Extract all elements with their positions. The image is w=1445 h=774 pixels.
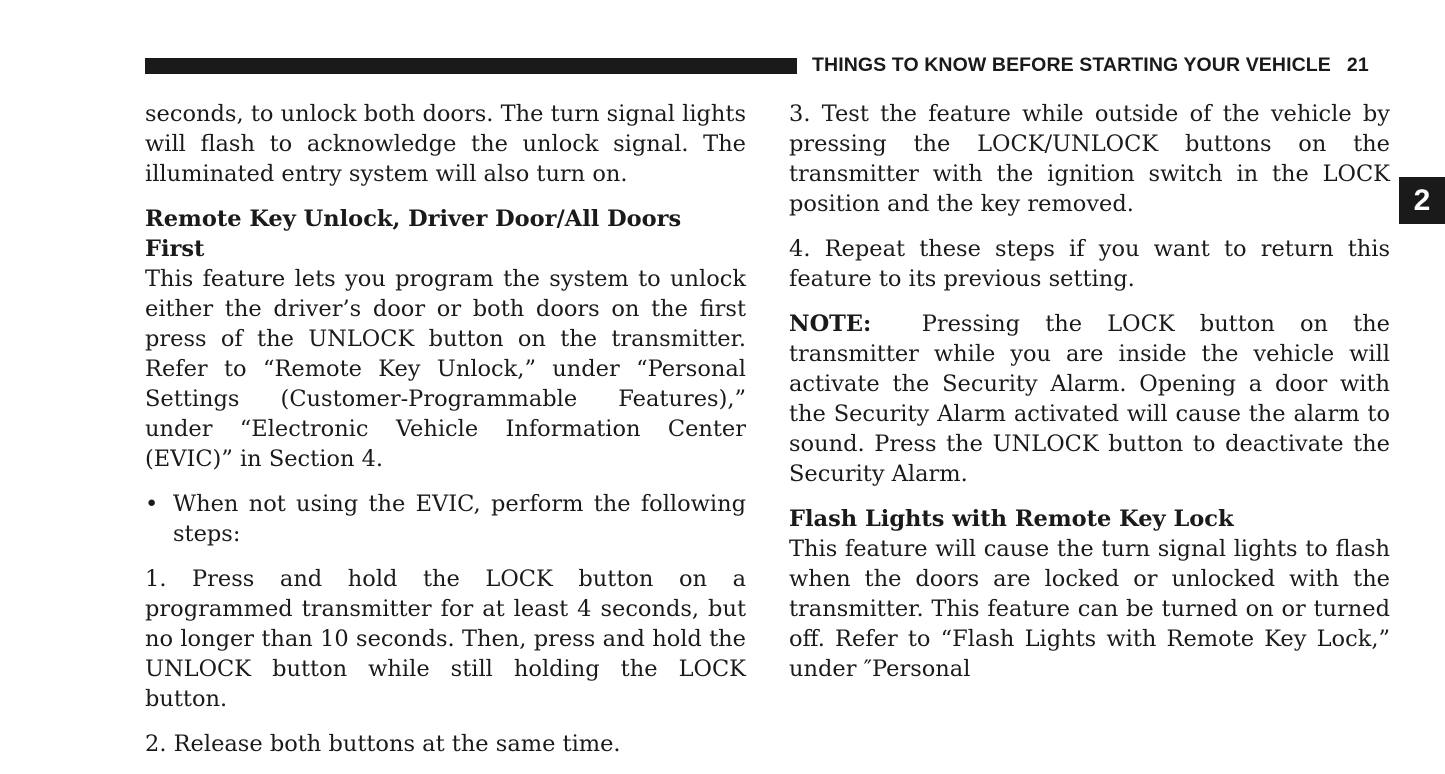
note-text: Pressing the LOCK button on the transmitter while you are inside the vehicle will activate the Security Alarm. Opening a door with the Security Alarm activated will cause the alarm to sound. Press the UNLOCK button to deactivate the Security Alarm.	[789, 311, 1390, 487]
step-1: 1. Press and hold the LOCK button on a programmed transmitter for at least 4 seconds, but no longer than 10 seconds. Then, press and hold the UNLOCK button while still holding the LOCK button.	[145, 566, 746, 712]
section-tab: 2	[1399, 177, 1445, 224]
step-4: 4. Repeat these steps if you want to return this feature to its previous setting.	[789, 236, 1390, 292]
header-rule	[145, 58, 797, 74]
chapter-title: THINGS TO KNOW BEFORE STARTING YOUR VEHICLE	[812, 54, 1331, 76]
bullet-item	[145, 489, 746, 549]
left-column	[145, 99, 746, 774]
right-column	[789, 99, 1390, 684]
continued-paragraph: seconds, to unlock both doors. The turn signal lights will flash to acknowledge the unlock signal. The illuminated entry system will also turn on.	[145, 101, 746, 187]
note-paragraph	[789, 309, 1390, 489]
section-heading-flash-lights: Flash Lights with Remote Key Lock	[789, 506, 1234, 532]
note-label: NOTE:	[789, 311, 872, 337]
flash-lights-paragraph: This feature will cause the turn signal lights to flash when the doors are locked or unlocked with the transmitter. This feature can be turned on or turned off. Refer to “Flash Lights with Remote Key Lock,” under ″Personal	[789, 536, 1390, 682]
intro-paragraph: This feature lets you program the system to unlock either the driver’s door or both doors on the first press of the UNLOCK button on the transmitter. Refer to “Remote Key Unlock,” under “Personal Settings (Customer-Programmable Features),” under “Electronic Vehicle Information Center (EVIC)” in Section 4.	[145, 266, 746, 472]
section-heading-remote-key-unlock: Remote Key Unlock, Driver Door/All Doors First	[145, 206, 682, 262]
step-2: 2. Release both buttons at the same time.	[145, 731, 621, 757]
page-number: 21	[1346, 54, 1369, 76]
bullet-mark: •	[145, 491, 159, 517]
running-header	[812, 54, 1369, 77]
bullet-text: When not using the EVIC, perform the following steps:	[173, 491, 746, 547]
step-3: 3. Test the feature while outside of the vehicle by pressing the LOCK/UNLOCK buttons on the transmitter with the ignition switch in the LOCK position and the key removed.	[789, 101, 1390, 217]
